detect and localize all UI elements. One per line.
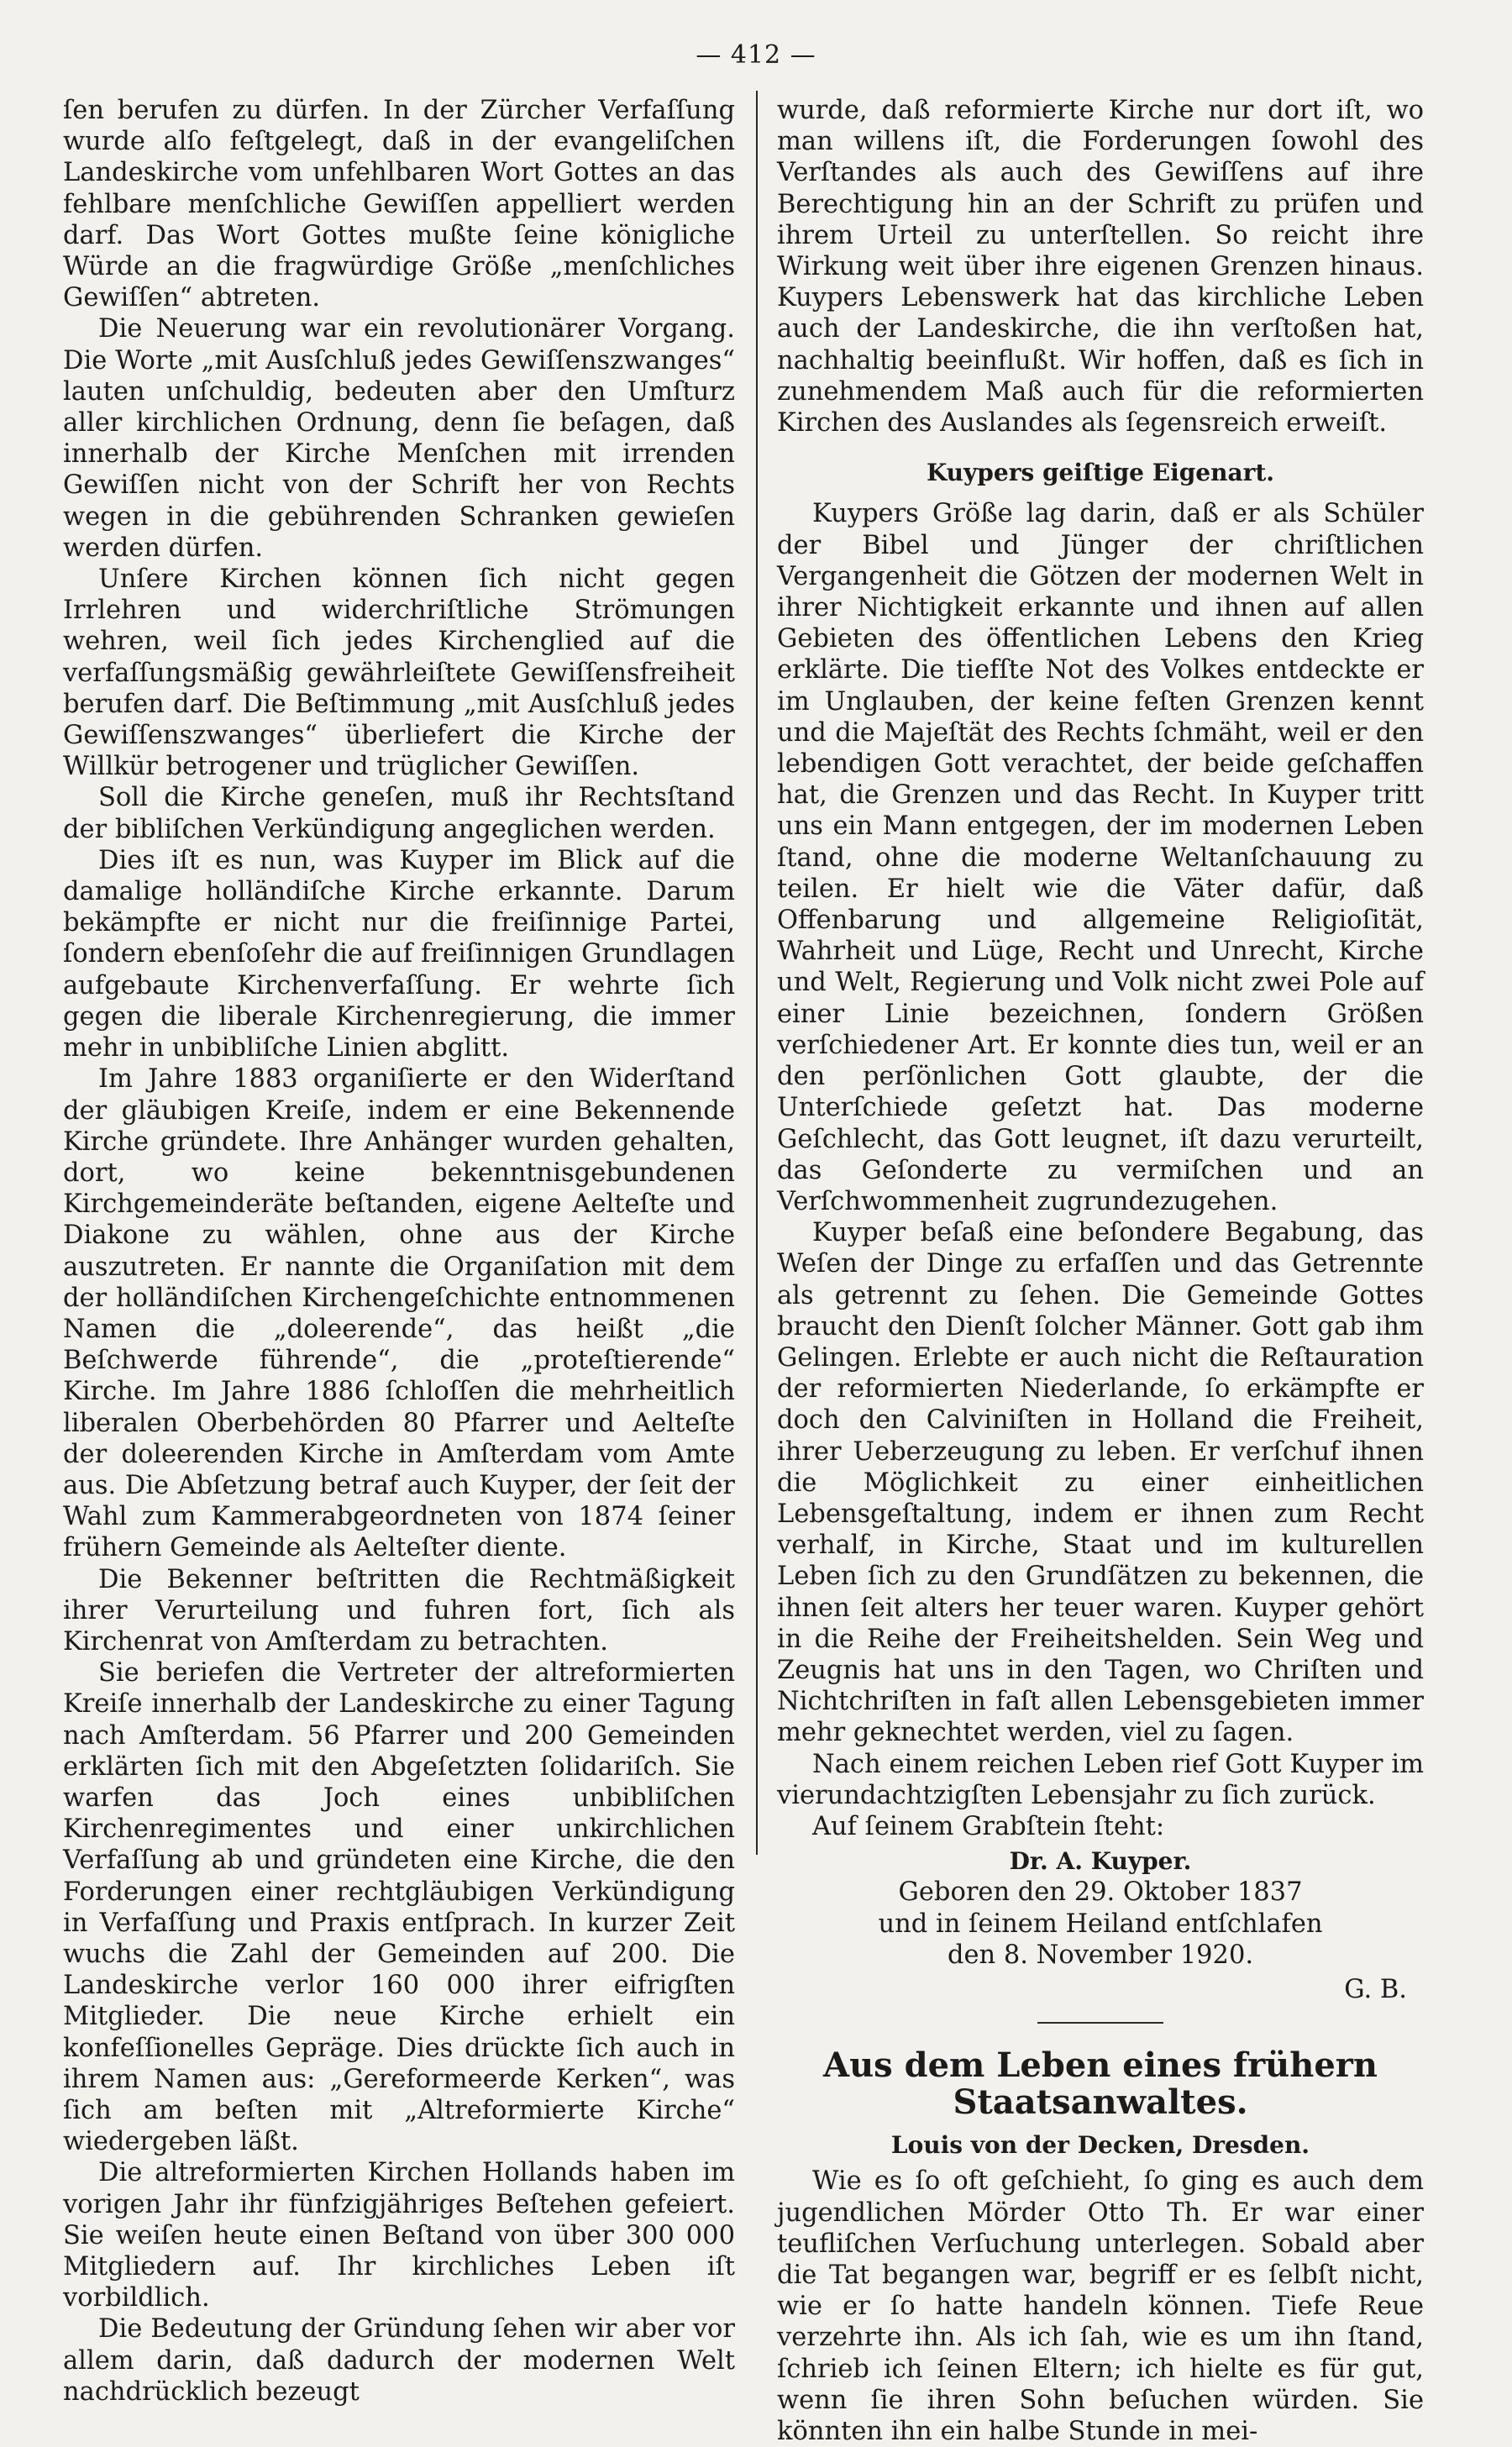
epitaph-line: Geboren den 29. Oktober 1837 — [898, 1877, 1303, 1908]
paragraph: Auf ſeinem Grabſtein ſteht: — [812, 1811, 1165, 1841]
paragraph: Die Neuerung war ein revolutionärer Vorgang. Die Worte „mit Ausſchluß jedes Gewiſſenszwanges“ lauten unſchuldig, bedeuten aber den Umſturz aller kirchlichen Ordnung, denn ſie beſagen, daß innerhalb der Kirche Menſchen mit irrenden Gewiſſen nicht von der Schrift her von Rechts wegen in die gebührenden Schranken gewieſen werden dürfen. — [63, 314, 735, 563]
epitaph-line: den 8. November 1920. — [947, 1940, 1254, 1970]
paragraph: Nach einem reichen Leben rief Gott Kuyper im vierundachtzigſten Lebensjahr zu ſich zurück. — [777, 1749, 1424, 1810]
right-column — [777, 95, 1424, 2447]
section-heading: Kuypers geiſtige Eigenart. — [926, 459, 1275, 487]
epitaph — [777, 1846, 1424, 1971]
paragraph: ſen berufen zu dürfen. In der Zürcher Verfaſſung wurde alſo feſtgelegt, daß in der evangeliſchen Landeskirche vom unfehlbaren Wort Gottes an das fehlbare menſchliche Gewiſſen appelliert werden darf. Das Wort Gottes mußte ſeine königliche Würde an die fragwürdige Größe „menſchliches Gewiſſen“ abtreten. — [63, 96, 735, 313]
author-signature: G. B. — [1344, 1974, 1407, 2004]
paragraph: Im Jahre 1883 organiſierte er den Widerſtand der gläubigen Kreiſe, indem er eine Bekennende Kirche gründete. Ihre Anhänger wurden gehalten, dort, wo keine bekenntnisgebundenen Kirchgemeinderäte beſtanden, eigene Aelteſte und Diakone zu wählen, ohne aus der Kirche auszutreten. Er nannte die Organiſation mit dem der holländiſchen Kirchengeſchichte entnommenen Namen die „doleerende“, das heißt „die Beſchwerde führende“, die „proteſtierende“ Kirche. Im Jahre 1886 ſchloſſen die mehrheitlich liberalen Oberbehörden 80 Pfarrer und Aelteſte der doleerenden Kirche in Amſterdam vom Amte aus. Die Abſetzung betraf auch Kuyper, der ſeit der Wahl zum Kammerabgeordneten von 1874 ſeiner frühern Gemeinde als Aelteſter diente. — [63, 1064, 735, 1563]
paragraph: Dies iſt es nun, was Kuyper im Blick auf die damalige holländiſche Kirche erkannte. Darum bekämpfte er nicht nur die freiſinnige Partei, ſondern ebenſoſehr die auf freiſinnigen Grundlagen aufgebaute Kirchenverfaſſung. Er wehrte ſich gegen die liberale Kirchenregierung, die immer mehr in unbibliſche Linien abglitt. — [63, 845, 735, 1063]
paragraph: Unſere Kirchen können ſich nicht gegen Irrlehren und widerchriſtliche Strömungen wehren, weil ſich jedes Kirchenglied auf die verfaſſungsmäßig gewährleiſtete Gewiſſensfreiheit berufen darf. Die Beſtimmung „mit Ausſchluß jedes Gewiſſenszwanges“ überliefert die Kirche der Willkür betrogener und trüglicher Gewiſſen. — [63, 564, 735, 782]
paragraph: Kuyper beſaß eine beſondere Begabung, das Weſen der Dinge zu erfaſſen und das Getrennte als getrennt zu ſehen. Die Gemeinde Gottes braucht den Dienſt ſolcher Männer. Gott gab ihm Gelingen. Erlebte er auch nicht die Reſtauration der reformierten Niederlande, ſo erkämpfte er doch den Calviniſten in Holland die Freiheit, ihrer Ueberzeugung zu leben. Er verſchuf ihnen die Möglichkeit zu einer einheitlichen Lebensgeſtaltung, indem er ihnen zum Recht verhalf, in Kirche, Staat und im kulturellen Leben ſich zu den Grundſätzen zu bekennen, die ihnen ſeit alters her teuer waren. Kuyper gehört in die Reihe der Freiheitshelden. Sein Weg und Zeugnis hat uns in den Tagen, wo Chriſten und Nichtchriſten in faſt allen Lebensgebieten immer mehr geknechtet werden, viel zu ſagen. — [777, 1218, 1424, 1748]
article-byline: Louis von der Decken, Dresden. — [890, 2131, 1310, 2160]
paragraph: Wie es ſo oft geſchieht, ſo ging es auch dem jugendlichen Mörder Otto Th. Er war einer teufliſchen Verſuchung unterlegen. Sobald aber die Tat begangen war, begriff er es ſelbſt nicht, wie er ſo hatte handeln können. Tiefe Reue verzehrte ihn. Als ich ſah, wie es um ihn ſtand, ſchrieb ich ſeinen Eltern; ich hielte es für gut, wenn ſie ihren Sohn beſuchen würden. Sie könnten ihn ein halbe Stunde in mei- — [777, 2166, 1424, 2447]
article-title-line: Aus dem Leben eines frühern — [823, 2045, 1378, 2086]
paragraph: Kuypers Größe lag darin, daß er als Schüler der Bibel und Jünger der chriſtlichen Vergangenheit die Götzen der modernen Welt in ihrer Nichtigkeit erkannte und ihnen auf allen Gebieten des öffentlichen Lebens den Krieg erklärte. Die tiefſte Not des Volkes entdeckte er im Unglauben, der keine feſten Grenzen kennt und die Majeſtät des Rechts ſchmäht, weil er den lebendigen Gott verachtet, der beide geſchaffen hat, die Grenzen und das Recht. In Kuyper tritt uns ein Mann entgegen, der im modernen Leben ſtand, ohne die moderne Weltanſchauung zu teilen. Er hielt wie die Väter dafür, daß Offenbarung und allgemeine Religioſität, Wahrheit und Lüge, Recht und Unrecht, Kirche und Welt, Regierung und Volk nicht zwei Pole auf einer Linie bezeichnen, ſondern Größen verſchiedener Art. Er konnte dies tun, weil er an den perſönlichen Gott glaubte, der die Unterſchiede geſetzt hat. Das moderne Geſchlecht, das Gott leugnet, iſt dazu verurteilt, das Geſonderte zu vermiſchen und an Verſchwommenheit zugrundezugehen. — [777, 499, 1424, 1216]
page-number: — 412 — — [696, 40, 816, 70]
epitaph-line: und in ſeinem Heiland entſchlafen — [878, 1909, 1323, 1939]
left-column — [63, 95, 735, 2408]
article-title-line: Staatsanwaltes. — [953, 2082, 1248, 2123]
epitaph-name: Dr. A. Kuyper. — [1009, 1847, 1192, 1876]
paragraph: Die Bekenner beſtritten die Rechtmäßigkeit ihrer Verurteilung und fuhren fort, ſich als Kirchenrat von Amſterdam zu betrachten. — [63, 1564, 735, 1657]
paragraph: Sie beriefen die Vertreter der altreformierten Kreiſe innerhalb der Landeskirche zu einer Tagung nach Amſterdam. 56 Pfarrer und 200 Gemeinden erklärten ſich mit den Abgeſetzten ſolidariſch. Sie warfen das Joch eines unbibliſchen Kirchenregimentes und einer unkirchlichen Verfaſſung ab und gründeten eine Kirche, die den Forderungen einer rechtgläubigen Verkündigung in Verfaſſung und Praxis entſprach. In kurzer Zeit wuchs die Zahl der Gemeinden auf 200. Die Landeskirche verlor 160 000 ihrer eifrigſten Mitglieder. Die neue Kirche erhielt ein konfeſſionelles Gepräge. Dies drückte ſich auch in ihrem Namen aus: „Gereformeerde Kerken“, was ſich am beſten mit „Altreformierte Kirche“ wiedergeben läßt. — [63, 1658, 735, 2157]
paragraph: wurde, daß reformierte Kirche nur dort iſt, wo man willens iſt, die Forderungen ſowohl des Verſtandes als auch des Gewiſſens auf ihre Berechtigung hin an der Schrift zu prüfen und ihrem Urteil zu unterſtellen. So reicht ihre Wirkung weit über ihre eigenen Grenzen hinaus. Kuypers Lebenswerk hat das kirchliche Leben auch der Landeskirche, die ihn verſtoßen hat, nachhaltig beeinflußt. Wir hoffen, daß es ſich in zunehmendem Maß auch für die reformierten Kirchen des Auslandes als ſegensreich erweiſt. — [777, 96, 1424, 438]
paragraph: Die altreformierten Kirchen Hollands haben im vorigen Jahr ihr fünfzigjähriges Beſtehen gefeiert. Sie weiſen heute einen Beſtand von über 300 000 Mitgliedern auf. Ihr kirchliches Leben iſt vorbildlich. — [63, 2158, 735, 2313]
section-divider — [1037, 2022, 1163, 2024]
paragraph: Die Bedeutung der Gründung ſehen wir aber vor allem darin, daß dadurch der modernen Welt nachdrücklich bezeugt — [63, 2314, 735, 2407]
column-divider — [756, 91, 758, 1855]
article-title — [777, 2047, 1424, 2121]
paragraph: Soll die Kirche geneſen, muß ihr Rechtsſtand der bibliſchen Verkündigung angeglichen werden. — [63, 783, 735, 844]
